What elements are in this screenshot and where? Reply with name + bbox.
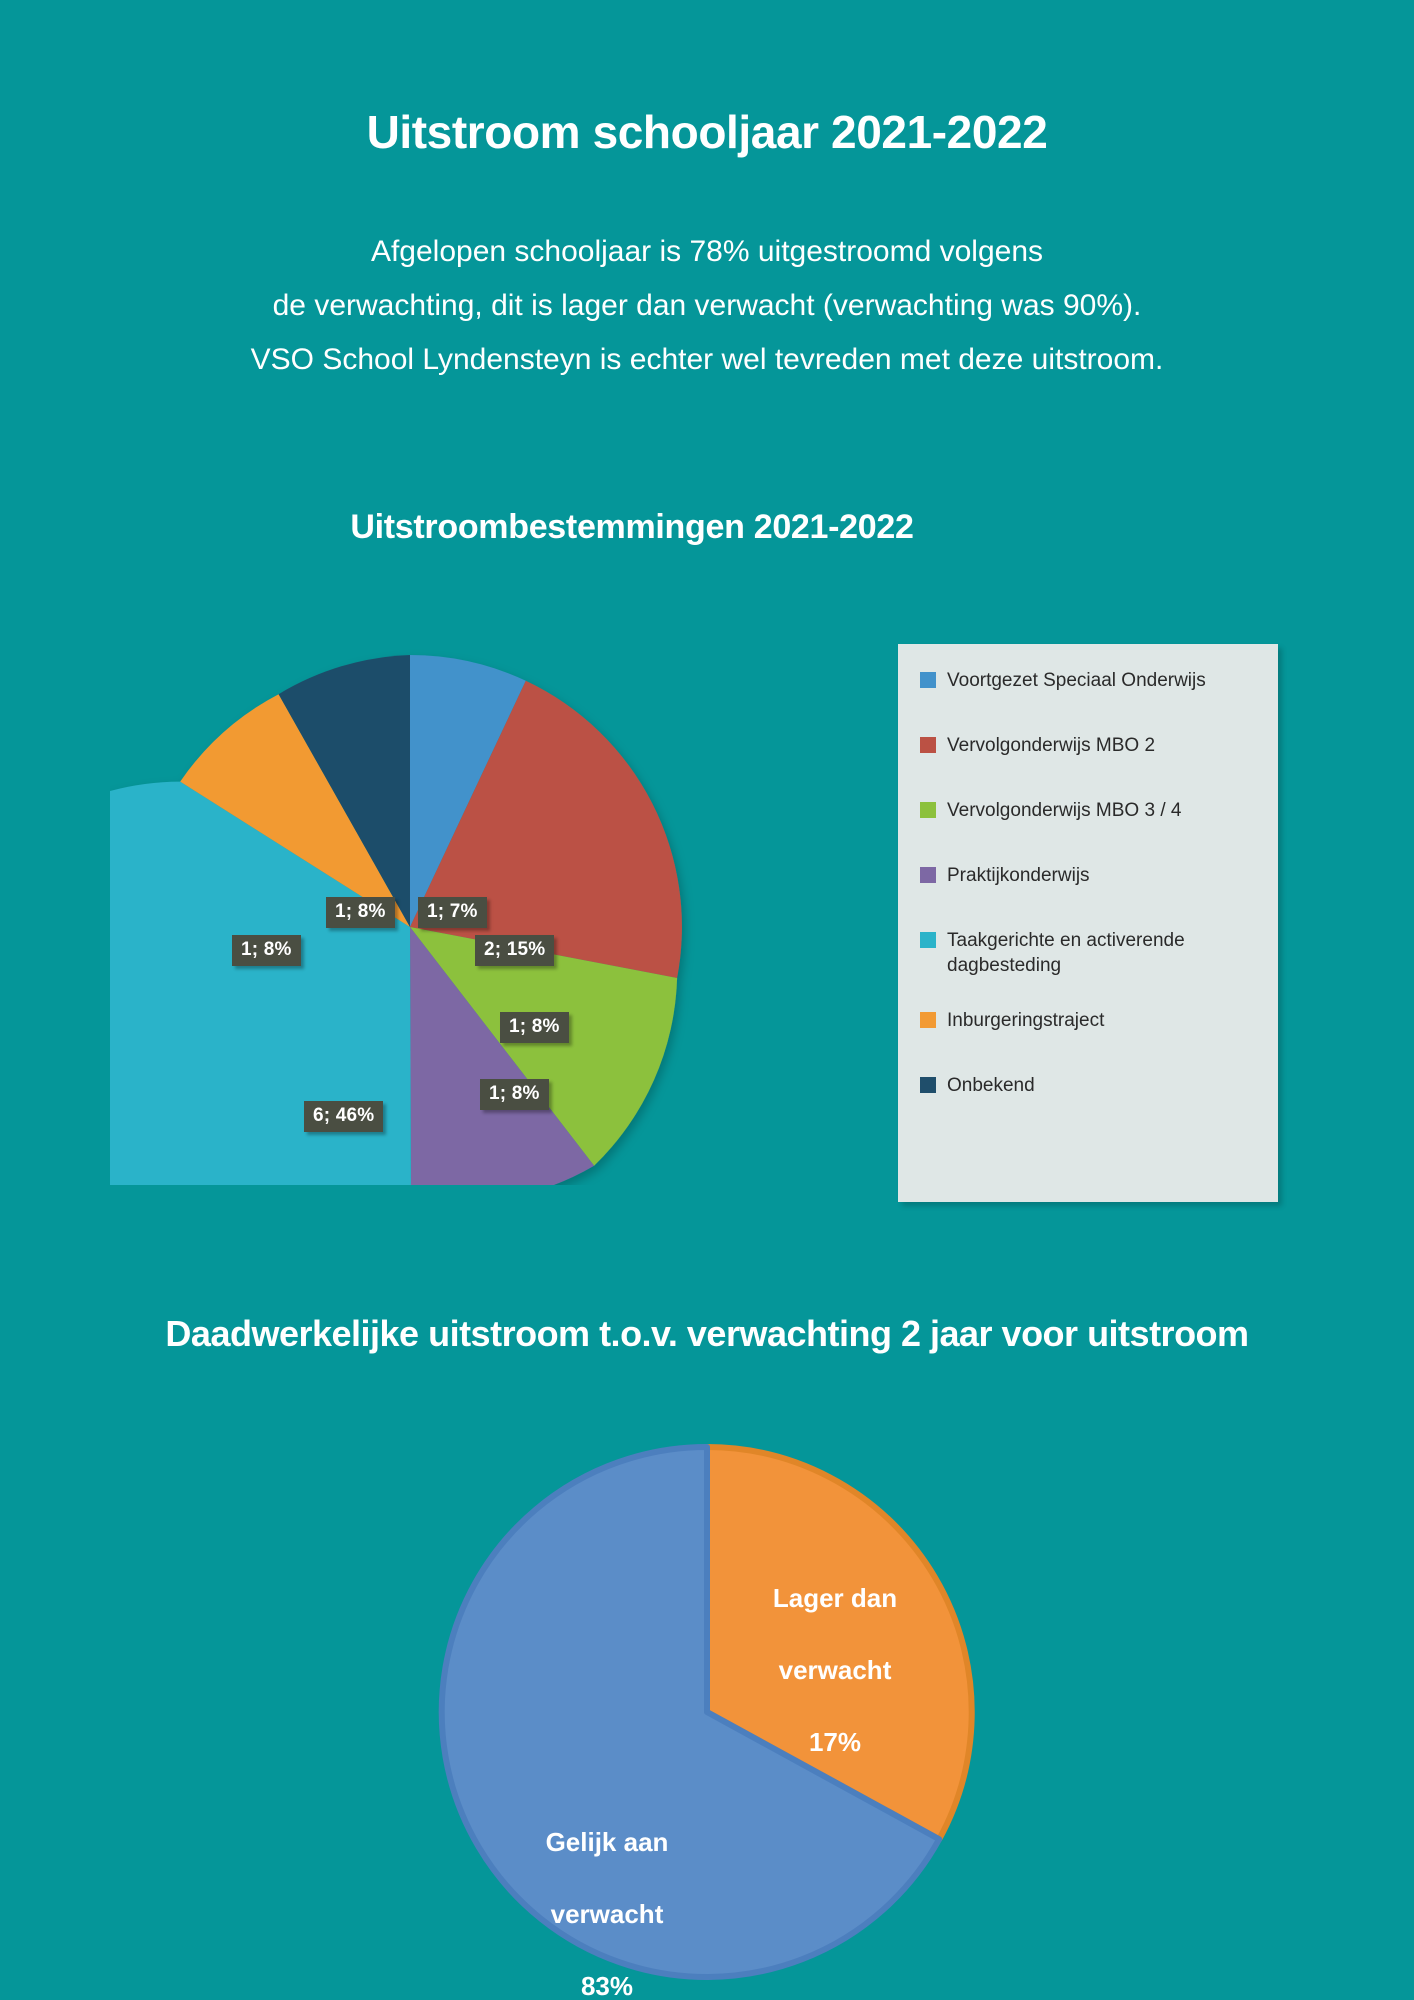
- legend-item-label: Onbekend: [947, 1075, 1035, 1096]
- intro-line-1: Afgelopen schooljaar is 78% uitgestroomd volgens: [370, 235, 1044, 268]
- chart1-legend: [898, 644, 1278, 1202]
- legend-item-voortgezet-speciaal-onderwijs[interactable]: [920, 668, 1260, 693]
- chart2-title: Daadwerkelijke uitstroom t.o.v. verwachting 2 jaar voor uitstroom: [165, 1313, 1249, 1354]
- legend-item-label: Taakgerichte en activerende dagbesteding: [947, 930, 1185, 976]
- chart1-title: [0, 508, 1414, 547]
- legend-item-label: Vervolgonderwijs MBO 2: [947, 735, 1156, 756]
- pie2-label-gelijk-line1: Gelijk aan: [545, 1827, 669, 1857]
- legend-item-taakgerichte-dagbesteding[interactable]: [920, 928, 1260, 978]
- pie2-label-gelijk-line2: verwacht: [550, 1899, 664, 1929]
- legend-item-label: Inburgeringstraject: [947, 1010, 1105, 1031]
- legend-swatch-icon: [920, 672, 936, 688]
- pie1-svg: [110, 625, 710, 1185]
- pie2-label-lager-pct: 17%: [808, 1727, 862, 1757]
- legend-item-praktijkonderwijs[interactable]: [920, 863, 1260, 888]
- legend-swatch-icon: [920, 1077, 936, 1093]
- pie1-label-dagbesteding: 6; 46%: [304, 1101, 383, 1132]
- intro-line-2: de verwachting, dit is lager dan verwacht (verwachting was 90%).: [272, 289, 1142, 322]
- pie1-label-praktijk: 1; 8%: [480, 1079, 549, 1110]
- legend-item-vervolgonderwijs-mbo-3-4[interactable]: [920, 798, 1260, 823]
- legend-swatch-icon: [920, 1012, 936, 1028]
- legend-swatch-icon: [920, 802, 936, 818]
- pie2-label-lager-dan-verwacht: [735, 1544, 935, 1796]
- pie1-slices: [110, 655, 682, 1185]
- page-title: Uitstroom schooljaar 2021-2022: [366, 106, 1048, 158]
- pie1-label-voortgezet: 1; 7%: [418, 897, 487, 928]
- legend-swatch-icon: [920, 867, 936, 883]
- pie1-label-mbo34: 1; 8%: [500, 1012, 569, 1043]
- legend-item-label: Praktijkonderwijs: [947, 865, 1090, 886]
- uitstroombestemmingen-pie-chart: [110, 625, 710, 1185]
- pie1-label-inburgering: 1; 8%: [232, 935, 301, 966]
- pie2-label-lager-line2: verwacht: [778, 1655, 892, 1685]
- legend-item-label: Voortgezet Speciaal Onderwijs: [947, 670, 1206, 691]
- chart1-title-text: Uitstroombestemmingen 2021-2022: [350, 508, 914, 546]
- pie2-label-gelijk-pct: 83%: [580, 1971, 634, 2000]
- pie1-label-mbo2: 2; 15%: [475, 935, 554, 966]
- legend-swatch-icon: [920, 932, 936, 948]
- legend-item-inburgeringstraject[interactable]: [920, 1008, 1260, 1033]
- pie2-label-lager-line1: Lager dan: [772, 1583, 898, 1613]
- pie1-label-onbekend: 1; 8%: [326, 897, 395, 928]
- legend-item-vervolgonderwijs-mbo-2[interactable]: [920, 733, 1260, 758]
- pie2-label-gelijk-aan-verwacht: [487, 1788, 727, 2000]
- legend-swatch-icon: [920, 737, 936, 753]
- legend-item-label: Vervolgonderwijs MBO 3 / 4: [947, 800, 1182, 821]
- legend-item-onbekend[interactable]: [920, 1073, 1260, 1098]
- daadwerkelijke-uitstroom-pie-chart: [435, 1440, 980, 2000]
- intro-line-3: VSO School Lyndensteyn is echter wel tevreden met deze uitstroom.: [250, 343, 1164, 376]
- intro-paragraph: [0, 225, 1414, 387]
